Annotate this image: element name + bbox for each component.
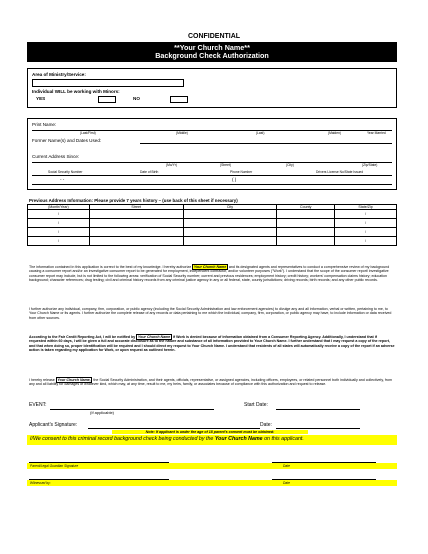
print-name-label: Print Name: [32,122,57,127]
col-county: County [277,205,335,210]
city-caption: (City) [286,163,294,167]
current-address-label: Current Address Since: [32,154,80,159]
authorization-paragraph-1 [29,265,395,283]
signature-date-field[interactable] [276,428,360,429]
ssn-caption: Social Security Number [48,170,83,174]
id-row-divider [32,175,392,176]
cell-month-year[interactable]: / [28,210,90,219]
col-street: Street [89,205,183,210]
consent-banner [27,435,397,445]
phone-caption: Phone Number [230,170,253,174]
street-caption: (Street) [220,163,231,167]
cell-city[interactable] [183,210,277,219]
no-label: NO [133,96,140,101]
dob-caption: Date of Birth [140,170,159,174]
p4-text-a: I hereby release [29,378,55,382]
license-caption: Drivers License No/State Issued [316,170,364,174]
cell-city[interactable] [183,219,277,228]
consent-text-a: I/We consent to this criminal record background check being conducted by the [30,436,214,442]
p4-text-b: the Social Security Administration, and their agents, officials, representative, or assigned agencies, including officers, employees, or related personnel both individually and collectively, from any and all liability for damages of whatever kind, which may, at any time, result to me, my heirs, family, or associates because of compliance with this authorization and request to release. [29,378,393,387]
event-field[interactable] [50,409,214,410]
ministry-section [27,68,397,108]
guardian-date-caption: Date [283,464,290,468]
cell-month-year[interactable]: / [28,228,90,237]
witness-caption: Witnessed by: [30,481,51,485]
cell-state-zip[interactable]: / [335,228,397,237]
signature-date-label: Date: [260,422,272,428]
cell-street[interactable] [89,219,183,228]
table-row[interactable] [28,219,397,228]
maiden-caption: (Maiden) [328,131,342,135]
form-title: Background Check Authorization [155,51,269,60]
yes-checkbox[interactable] [98,96,116,103]
last-first-caption: (Last/First) [80,131,96,135]
ministry-area-label: Area of Ministry/Service: [32,72,86,77]
id-row-line [32,184,392,185]
applicant-signature-field[interactable] [88,428,260,429]
witness-caption-row [27,480,397,486]
zip-state-caption: (Zip/State) [362,163,378,167]
cell-month-year[interactable]: / [28,219,90,228]
start-date-field[interactable] [276,409,360,410]
cell-street[interactable] [89,210,183,219]
cell-month-year[interactable]: / [28,237,90,246]
church-name-inline: Your Church Name [137,335,171,339]
ssn-field[interactable]: - - [60,177,65,182]
church-name-inline: Your Church Name, [57,378,91,382]
former-names-line[interactable] [140,143,392,144]
cell-city[interactable] [183,228,277,237]
applicant-signature-label: Applicant's Signature: [29,422,78,428]
authorization-paragraph-4 [29,378,395,387]
cell-state-zip[interactable]: / [335,237,397,246]
phone-field[interactable]: ( ) [232,177,237,182]
minors-label: Individual WILL be working with Minors: [32,89,120,94]
ministry-area-field[interactable] [32,79,184,87]
p3-text-a: According to the Fair Credit Reporting Act, I will be notified by [29,335,136,339]
cell-city[interactable] [183,237,277,246]
col-month-year: (Month/Year) [28,205,90,210]
cell-state-zip[interactable]: / [335,219,397,228]
col-city: City [183,205,277,210]
event-label: EVENT: [29,402,47,408]
col-state-zip: State/Zip [335,205,397,210]
mo-yr-caption: (Mo/Yr) [166,163,177,167]
cell-state-zip[interactable]: / [335,210,397,219]
consent-text-b: on this applicant. [264,436,304,442]
title-bar [27,42,397,62]
guardian-signature-caption: Parent/Legal Guardian Signature [30,464,79,468]
authorization-paragraph-2: I further authorize any individual, company, firm, corporation, or public agency (including the Social Security Administration and law enforcement agencies) to divulge any and all information, verbal or written, pertaining to me, to Your Church Name or its agents. I further authorize the complete release of any records or data pertaining to me which the individual, company, firm, corporation, or public agency may have, to include information or data received from other sources. [29,307,392,320]
minor-consent-note: Note: If applicant is under the age of 18 parent's consent must be obtained: [112,430,308,434]
cell-county[interactable] [277,219,335,228]
table-row[interactable] [28,228,397,237]
church-name-inline: Your Church Name [214,436,263,442]
witness-date-caption: Date [283,481,290,485]
year-married-caption: Year Married [367,131,386,135]
church-name-inline: Your Church Name [193,265,227,269]
former-names-label: Former Name(s) and Dates Used: [32,138,102,143]
cell-county[interactable] [277,210,335,219]
cell-county[interactable] [277,228,335,237]
p1-text-a: The information contained in this application is correct to the best of my knowledge. I hereby authorize [29,265,192,269]
if-applicable-caption: (If applicable) [90,410,115,415]
applicant-section [27,118,397,190]
table-row[interactable] [28,210,397,219]
cell-street[interactable] [89,237,183,246]
previous-address-heading: Previous Address Information: Please provide 7 years history – (use back of this sheet if necessary) [29,198,238,203]
current-address-line[interactable] [32,162,392,163]
p1-text-b: and its designated agents and representatives to conduct a comprehensive review of my background causing a consumer report and/or an investigative consumer report to be generated for employment, independent contractor, and/or volunteer purposes ("Work"). I understand that the scope of the consumer report/ investigative consumer report may include, but is not limited to the following areas: verification of Social Security number; current and previous residences; employment history; credit history; workers' compensation claims history; education background; character references; drug testing; civil and criminal history records from any criminal justice agency in any or all federal, state, county jurisdictions; driving records; birth records; and any other public records. [29,265,390,283]
cell-county[interactable] [277,237,335,246]
authorization-paragraph-3 [29,335,395,353]
church-name-heading: **Your Church Name** [174,43,250,52]
p3-text-b: if Work is denied because of information obtained from a Consumer Reporting Agency. Additionally, I understand that if requested within 60 days, I will be given a full and accurate disclosure as to the nature and substance of all information provided to Your Church Name. I further understand that I may request a copy of the report, and that when doing so, proper identification will be required and I should direct my request to Your Church Name. I understand that residents of all states will automatically receive a copy of the report if an adverse action is taken regarding my application for Work, or upon request as outlined herein. [29,335,395,353]
start-date-label: Start Date: [244,402,268,408]
last-caption: (Last) [256,131,265,135]
no-checkbox[interactable] [170,96,188,103]
middle-caption: (Middle) [176,131,188,135]
table-row[interactable] [28,237,397,246]
cell-street[interactable] [89,228,183,237]
confidential-label: CONFIDENTIAL [187,33,241,40]
guardian-caption-row [27,463,397,469]
previous-address-table [27,204,397,246]
yes-label: YES [36,96,46,101]
